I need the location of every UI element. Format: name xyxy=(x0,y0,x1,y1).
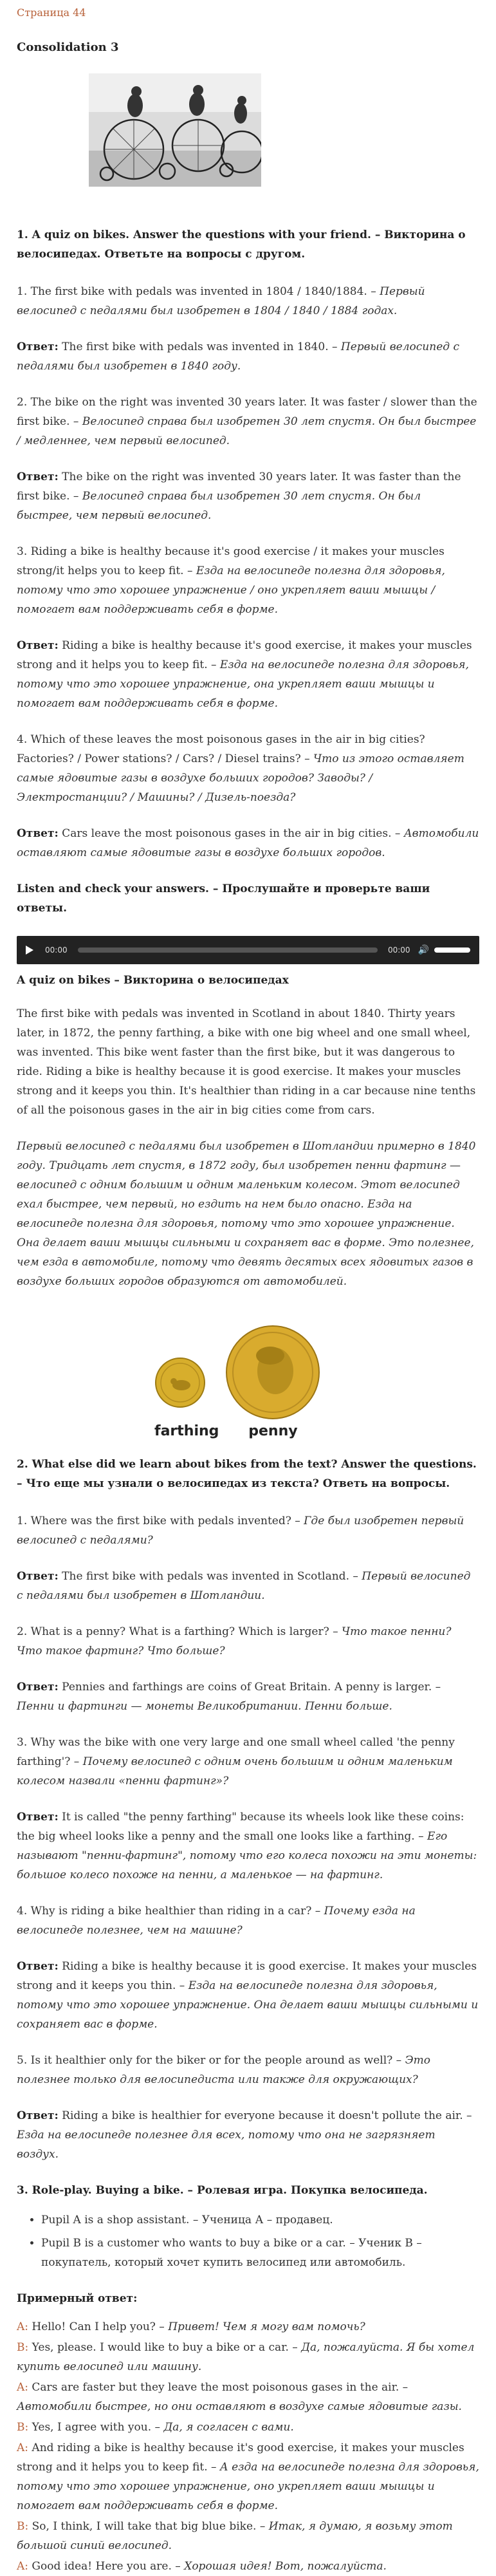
exercise-2-heading: 2. What else did we learn about bikes from the text? Answer the questions. – Что еще мы узнали о велосипедах из текста? Ответь на вопросы. xyxy=(17,1458,477,1490)
answer-translation: Велосипед справа был изобретен 30 лет спустя. Он был быстрее, чем первый велосипед. xyxy=(17,490,421,522)
question-3 xyxy=(17,542,479,619)
question-1 xyxy=(17,282,479,321)
question-text: 3. Why was the bike with one very large and one small wheel called 'the penny farthing'? – xyxy=(17,1736,455,1768)
audio-progress-bar[interactable] xyxy=(78,947,378,953)
dialogue xyxy=(17,2317,479,2576)
dialogue-line xyxy=(17,2438,479,2515)
dialogue-line xyxy=(17,2517,479,2555)
question-text: 2. The bike on the right was invented 30 years later. It was faster / slower than the first bike. – xyxy=(17,396,477,428)
answer-label: Ответ: xyxy=(17,827,59,840)
answer-4 xyxy=(17,824,479,863)
reading-text-ru-italic: Первый велосипед с педалями был изобретен в Шотландии примерно в 1840 году. Тридцать лет спустя, в 1872 году, был изобретен пенни фартинг — велосипед с одним большим и одним маленьким колесом. Этот велосипед ехал быстрее, чем первый, но ездить на нем было опасно. Езда на велосипеде полезна для здоровья, потому что это хорошее упражнение. Она делает ваши мышцы сильными и сохраняет вас в форме. Это полезнее, чем езда в автомобиле, потому что девять десятых всех ядовитых газов в воздухе больших городов образуются от автомобилей. xyxy=(17,1140,476,1288)
speaker-label: A: xyxy=(17,2320,29,2333)
answer-5 xyxy=(17,2106,479,2164)
answer-translation: Езда на велосипеде полезна для здоровья, потому что это хорошее упражнение. Она делает ваши мышцы сильными и сохраняет вас в форме. xyxy=(17,1979,479,2031)
penny-label: penny xyxy=(248,1423,298,1439)
volume-icon[interactable]: 🔊 xyxy=(418,945,429,955)
reading-title: A quiz on bikes – Викторина о велосипедах xyxy=(17,974,289,987)
question-translation: Почему велосипед с одним очень большим и одним маленьким колесом назвали «пенни фартинг»? xyxy=(17,1755,453,1787)
dialogue-line xyxy=(17,2418,479,2437)
play-icon[interactable] xyxy=(26,946,33,955)
speaker-label: A: xyxy=(17,2381,29,2394)
question-translation: Велосипед справа был изобретен 30 лет спустя. Он был быстрее / медленнее, чем первый велосипед. xyxy=(17,415,477,447)
answer-label: Ответ: xyxy=(17,1960,59,1973)
question-5 xyxy=(17,2051,479,2089)
question-text: 5. Is it healthier only for the biker or for the people around as well? – xyxy=(17,2054,405,2067)
answer-translation: Его называют "пенни-фартинг", потому что его колеса похожи на эти монеты: большое колесо похоже на пенни, а маленькое — на фартинг. xyxy=(17,1830,477,1881)
answer-1 xyxy=(17,1567,479,1605)
answer-translation: Езда на велосипеде полезнее для всех, потому что она не загрязняет воздух. xyxy=(17,2129,436,2161)
answer-text: Riding a bike is healthy because it's good exercise, it makes your muscles strong and it helps you to keep fit. – xyxy=(17,639,472,671)
answer-3 xyxy=(17,1807,479,1885)
question-translation: Почему езда на велосипеде полезнее, чем на машине? xyxy=(17,1905,416,1937)
answer-label: Ответ: xyxy=(17,2109,59,2122)
answer-text: Riding a bike is healthy because it is good exercise. It makes your muscles strong and it keeps you thin. – xyxy=(17,1960,477,1992)
role-item-a: • Pupil A is a shop assistant. – Ученица А – продавец. xyxy=(41,2210,479,2230)
farthing-group xyxy=(154,1357,219,1439)
answer-1 xyxy=(17,337,479,376)
question-text: 3. Riding a bike is healthy because it's good exercise / it makes your muscles strong/it helps you to keep fit. – xyxy=(17,545,445,577)
question-3 xyxy=(17,1733,479,1791)
sample-answer-label: Примерный ответ: xyxy=(17,2292,138,2305)
answer-text: The first bike with pedals was invented in Scotland. – xyxy=(58,1570,362,1583)
question-text: 4. Which of these leaves the most poisonous gases in the air in big cities? Factories? / Power stations? / Cars? / Diesel trains? – xyxy=(17,733,425,765)
volume-slider[interactable] xyxy=(434,947,470,953)
question-1 xyxy=(17,1511,479,1550)
line-translation: Да, пожалуйста. Я бы хотел купить велосипед или машину. xyxy=(17,2341,475,2373)
line-translation: Хорошая идея! Вот, пожалуйста. xyxy=(184,2560,387,2573)
line-text: Cars are faster but they leave the most poisonous gases in the air. – xyxy=(28,2381,409,2394)
line-text: And riding a bike is healthy because it's good exercise, it makes your muscles strong and it helps you to keep fit. – xyxy=(17,2441,464,2474)
breadcrumb-page[interactable]: Страница 44 xyxy=(17,6,86,19)
answer-2 xyxy=(17,467,479,525)
line-text: Yes, I agree with you. – xyxy=(28,2421,164,2434)
question-translation: Езда на велосипеде полезна для здоровья, потому что это хорошее упражнение / оно укрепляет ваши мышцы / помогает вам поддерживать себя в форме. xyxy=(17,565,445,616)
page-title: Consolidation 3 xyxy=(17,41,119,54)
line-text: Good idea! Here you are. – xyxy=(28,2560,185,2573)
role-item-b: • Pupil B is a customer who wants to buy a bike or a car. – Ученик В – покупатель, который хочет купить велосипед или автомобиль. xyxy=(41,2234,479,2272)
question-translation: Что из этого оставляет самые ядовитые газы в воздухе больших городов? Заводы? / Электростанции? / Машины? / Дизель-поезда? xyxy=(17,752,464,804)
line-text: Hello! Can I help you? – xyxy=(28,2320,169,2333)
line-translation: Да, я согласен с вами. xyxy=(163,2421,294,2434)
reading-text-en: The first bike with pedals was invented in Scotland in about 1840. Thirty years later, in 1872, the penny farthing, a bike with one big wheel and one small wheel, was invented. This bike went faster than the first bike, but it was dangerous to ride. Riding a bike is healthy because it is good exercise. It makes your muscles strong and it keeps you thin. It's healthier than riding in a car because nine tenths of all the poisonous gases in the air in big cities come from cars. xyxy=(17,1007,476,1117)
answer-2 xyxy=(17,1677,479,1716)
answer-3 xyxy=(17,636,479,713)
answer-label: Ответ: xyxy=(17,1681,59,1694)
question-translation: Что такое пенни? Что такое фартинг? Что больше? xyxy=(17,1625,452,1657)
exercise-1-heading: 1. A quiz on bikes. Answer the questions with your friend. – Викторина о велосипедах. Ответьте на вопросы с другом. xyxy=(17,229,466,261)
answer-label: Ответ: xyxy=(17,1570,59,1583)
answer-translation: Пенни и фартинги — монеты Великобритании. Пенни больше. xyxy=(17,1700,392,1713)
penny-coin-image xyxy=(225,1325,320,1420)
question-text: 1. The first bike with pedals was invented in 1804 / 1840/1884. – xyxy=(17,285,380,298)
speaker-label: B: xyxy=(17,2341,29,2354)
speaker-label: A: xyxy=(17,2560,29,2573)
question-translation: Это полезнее только для велосипедиста или также для окружающих? xyxy=(17,2054,430,2086)
dialogue-line xyxy=(17,2378,479,2416)
exercise-2-list xyxy=(17,1511,479,2164)
answer-text: Riding a bike is healthier for everyone because it doesn't pollute the air. – xyxy=(58,2109,472,2122)
question-2 xyxy=(17,1622,479,1661)
speaker-label: B: xyxy=(17,2520,29,2533)
answer-translation: Автомобили оставляют самые ядовитые газы в воздухе больших городов. xyxy=(17,827,479,859)
dialogue-line xyxy=(17,2338,479,2376)
answer-translation: Первый велосипед с педалями был изобретен в 1840 году. xyxy=(17,341,459,373)
listen-heading: Listen and check your answers. – Прослушайте и проверьте ваши ответы. xyxy=(17,882,430,915)
line-translation: Итак, я думаю, я возьму этот большой синий велосипед. xyxy=(17,2520,453,2552)
reading-text-ru xyxy=(17,1137,479,1291)
question-text: 4. Why is riding a bike healthier than riding in a car? – xyxy=(17,1905,324,1918)
question-text: 1. Where was the first bike with pedals invented? – xyxy=(17,1515,304,1527)
audio-duration: 00:00 xyxy=(387,946,410,955)
line-translation: Привет! Чем я могу вам помочь? xyxy=(168,2320,365,2333)
answer-translation: Первый велосипед с педалями был изобретен в Шотландии. xyxy=(17,1570,471,1602)
question-translation: Где был изобретен первый велосипед с педалями? xyxy=(17,1515,464,1547)
answer-text: The bike on the right was invented 30 years later. It was faster than the first bike. – xyxy=(17,471,461,503)
bikes-photo xyxy=(89,73,261,187)
audio-current-time: 00:00 xyxy=(45,946,68,955)
line-translation: Автомобили быстрее, но они оставляют в воздухе самые ядовитые газы. xyxy=(17,2400,462,2413)
question-2 xyxy=(17,393,479,451)
line-text: So, I think, I will take that big blue bike. – xyxy=(28,2520,269,2533)
exercise-1-list xyxy=(17,282,479,863)
role-list xyxy=(17,2210,479,2272)
audio-player[interactable] xyxy=(17,936,479,964)
answer-text: The first bike with pedals was invented in 1840. – xyxy=(58,341,341,353)
answer-translation: Езда на велосипеде полезна для здоровья, потому что это хорошее упражнение, она укрепляет ваши мышцы и помогает вам поддерживать себя в форме. xyxy=(17,658,469,710)
coins-illustration xyxy=(154,1325,479,1439)
speaker-label: A: xyxy=(17,2441,29,2454)
answer-4 xyxy=(17,1957,479,2034)
line-text: Yes, please. I would like to buy a bike or a car. – xyxy=(28,2341,302,2354)
farthing-coin-image xyxy=(154,1357,206,1408)
speaker-label: B: xyxy=(17,2421,29,2434)
answer-text: Pennies and farthings are coins of Great Britain. A penny is larger. – xyxy=(58,1681,441,1694)
question-text: 2. What is a penny? What is a farthing? Which is larger? – xyxy=(17,1625,342,1638)
answer-text: It is called "the penny farthing" because its wheels look like these coins: the big wheel looks like a penny and the small one looks like a farthing. – xyxy=(17,1811,464,1843)
answer-label: Ответ: xyxy=(17,1811,59,1824)
question-4 xyxy=(17,1901,479,1940)
penny-group xyxy=(225,1325,320,1439)
line-translation: А езда на велосипеде полезна для здоровья, потому что это хорошее упражнение, оно укрепляет ваши мышцы и помогает вам поддерживать себя в форме. xyxy=(17,2461,479,2512)
question-4 xyxy=(17,730,479,807)
answer-text: Cars leave the most poisonous gases in the air in big cities. – xyxy=(58,827,404,840)
dialogue-line xyxy=(17,2557,479,2576)
exercise-3-heading: 3. Role-play. Buying a bike. – Ролевая игра. Покупка велосипеда. xyxy=(17,2184,428,2197)
farthing-label: farthing xyxy=(154,1423,219,1439)
answer-label: Ответ: xyxy=(17,639,59,652)
question-translation: Первый велосипед с педалями был изобретен в 1804 / 1840 / 1884 годах. xyxy=(17,285,425,317)
answer-label: Ответ: xyxy=(17,471,59,483)
answer-label: Ответ: xyxy=(17,341,59,353)
dialogue-line xyxy=(17,2317,479,2337)
